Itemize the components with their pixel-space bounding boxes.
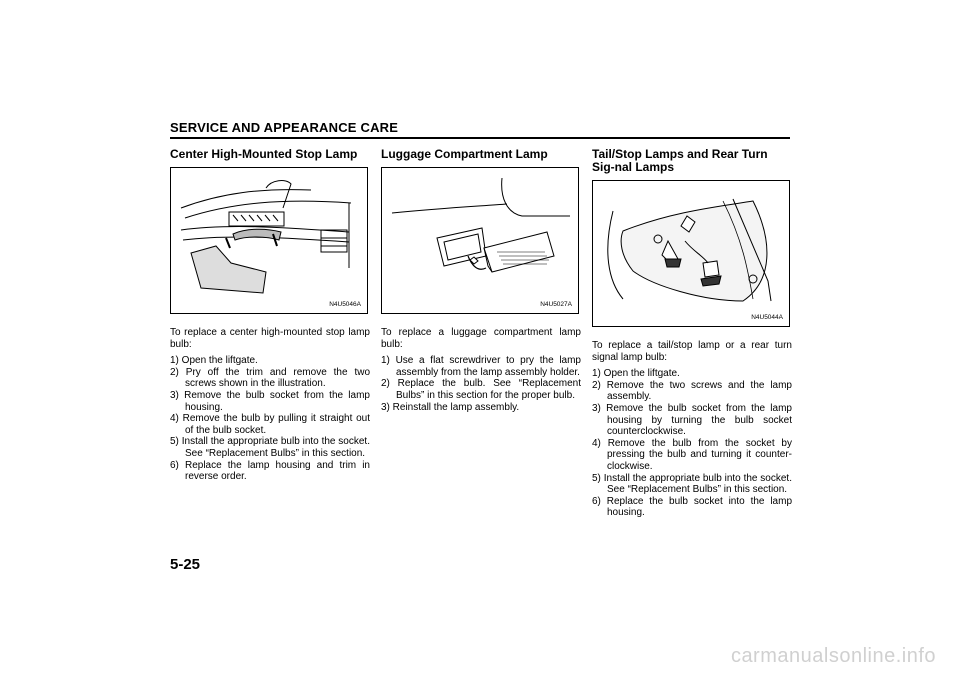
step-item: 5) Install the appropriate bulb into the socket. See “Replacement Bulbs” in this section. [592,472,792,496]
section-title: Luggage Compartment Lamp [381,147,548,161]
figure-code: N4U5046A [329,301,361,308]
page-number: 5-25 [170,556,201,573]
column-tail-stop-lamps [592,148,792,519]
step-item: 4) Remove the bulb by pulling it straight out of the bulb socket. [170,413,370,436]
figure-luggage-lamp [381,167,579,314]
step-item: 2) Pry off the trim and remove the two screws shown in the illustration. [170,366,370,390]
steps-list [381,355,581,413]
section-title: Center High-Mounted Stop Lamp [170,147,358,161]
section-header: SERVICE AND APPEARANCE CARE [170,120,399,135]
figure-center-stop-lamp [170,167,368,314]
step-item: 2) Replace the bulb. See “Replacement Bulbs” in this section for the proper bulb. [381,378,581,401]
step-item: 5) Install the appropriate bulb into the socket. See “Replacement Bulbs” in this section. [170,436,370,459]
step-item: 4) Remove the bulb from the socket by pressing the bulb and turning it counter-clockwise. [592,437,792,472]
steps-list [170,355,370,483]
step-item: 3) Remove the bulb socket from the lamp housing by turning the bulb socket counterclockwise. [592,402,792,438]
luggage-lamp-illustration [382,168,578,313]
header-rule [170,137,790,139]
center-stop-lamp-illustration [171,168,367,313]
step-item: 3) Reinstall the lamp assembly. [381,401,520,413]
intro-text: To replace a luggage compartment lamp bulb: [381,327,581,350]
step-item: 1) Open the liftgate. [170,355,258,367]
step-item: 6) Replace the lamp housing and trim in reverse order. [170,459,370,483]
step-item: 3) Remove the bulb socket from the lamp housing. [170,389,370,413]
column-luggage-lamp [381,148,581,413]
section-title: Tail/Stop Lamps and Rear Turn Sig-nal Lamps [592,147,768,174]
step-item: 1) Open the liftgate. [592,368,680,380]
tail-lamp-illustration [593,181,789,326]
figure-tail-stop-lamps [592,180,790,327]
step-item: 2) Remove the two screws and the lamp assembly. [592,379,792,403]
figure-code: N4U5027A [540,301,572,308]
figure-code: N4U5044A [751,314,783,321]
step-item: 1) Use a flat screwdriver to pry the lamp assembly from the lamp assembly holder. [381,355,581,378]
column-center-stop-lamp [170,148,370,483]
intro-text: To replace a center high-mounted stop lamp bulb: [170,327,370,350]
intro-text: To replace a tail/stop lamp or a rear turn signal lamp bulb: [592,340,792,363]
watermark-text: carmanualsonline.info [730,645,936,667]
steps-list [592,368,792,519]
step-item: 6) Replace the bulb socket into the lamp housing. [592,495,792,519]
